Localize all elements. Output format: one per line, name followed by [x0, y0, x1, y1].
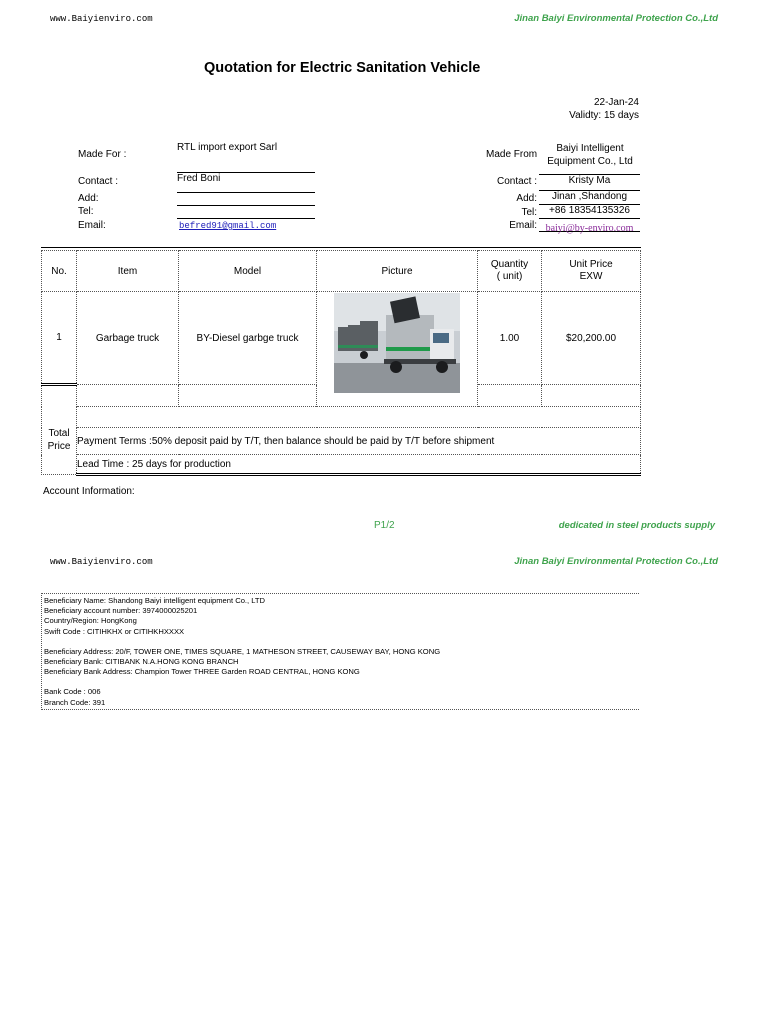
bank-line: Branch Code: 391	[44, 697, 106, 707]
blank-cell	[478, 385, 542, 407]
page-number: P1/2	[374, 520, 395, 531]
lead-time: Lead Time : 25 days for production	[77, 455, 641, 475]
header-price-line1: Unit Price	[569, 259, 613, 270]
bank-line: Beneficiary Name: Shandong Baiyi intelligent equipment Co., LTD	[44, 596, 266, 605]
blank-cell	[542, 385, 641, 407]
header-price	[542, 251, 641, 292]
seller-email-field[interactable]	[539, 218, 640, 232]
seller-add-label: Add:	[516, 193, 537, 204]
seller-email-value[interactable]: baiyi@by-enviro.com	[545, 223, 634, 234]
tel-label: Tel:	[78, 206, 94, 217]
bank-line	[44, 677, 639, 687]
bank-line: Beneficiary Bank: CITIBANK N.A.HONG KONG BRANCH	[44, 657, 239, 667]
company-header-p2: Jinan Baiyi Environmental Protection Co.,Ltd	[514, 556, 718, 567]
seller-tel-field	[539, 205, 640, 219]
header-picture: Picture	[317, 251, 478, 292]
seller-email-label: Email:	[509, 220, 537, 231]
seller-contact-field	[539, 174, 640, 191]
header-quantity	[478, 251, 542, 292]
seller-add-field	[539, 191, 640, 205]
row-quantity: 1.00	[478, 292, 542, 385]
header-model: Model	[179, 251, 317, 292]
row-no: 1	[42, 292, 77, 385]
total-price-label	[42, 407, 77, 475]
row-picture	[317, 292, 478, 407]
garbage-truck-photo	[334, 293, 460, 393]
blank-cell	[42, 385, 77, 407]
made-for-label: Made For :	[78, 149, 127, 160]
table-top-rule	[41, 247, 641, 248]
blank-cell	[77, 385, 179, 407]
made-from-line1: Baiyi Intelligent	[556, 143, 624, 154]
bank-line: Beneficiary Address: 20/F, TOWER ONE, TIMES SQUARE, 1 MATHESON STREET, CAUSEWAY BAY, HONG KONG	[44, 646, 441, 656]
header-no: No.	[42, 251, 77, 292]
client-email-link[interactable]: befred91@gmail.com	[179, 221, 277, 231]
total-value-cell	[77, 407, 641, 428]
bank-line: Swift Code : CITIHKHX or CITIHKHXXXX	[44, 626, 185, 636]
bank-line: Beneficiary Bank Address: Champion Tower THREE Garden ROAD CENTRAL, HONG KONG	[44, 667, 360, 677]
contact-field	[177, 173, 315, 193]
quote-date: 22-Jan-24	[593, 97, 639, 108]
table-row	[42, 292, 641, 385]
header-quantity-line1: Quantity	[490, 259, 529, 270]
row-item: Garbage truck	[77, 292, 179, 385]
table-header-row	[42, 251, 641, 292]
made-for-value: RTL import export Sarl	[177, 142, 278, 153]
total-line2: Price	[47, 441, 71, 453]
bank-line: Country/Region: HongKong	[44, 616, 137, 626]
payment-terms-row	[42, 428, 641, 455]
payment-terms: Payment Terms :50% deposit paid by T/T, then balance should be paid by T/T before shipment	[77, 428, 641, 455]
seller-contact-label: Contact :	[496, 176, 537, 187]
page-title: Quotation for Electric Sanitation Vehicle	[204, 60, 481, 76]
tagline: dedicated in steel products supply	[558, 520, 715, 531]
contact-label: Contact :	[78, 176, 119, 187]
header-quantity-line2: ( unit)	[496, 271, 523, 282]
seller-contact-value: Kristy Ma	[568, 175, 611, 186]
tel-field	[177, 206, 315, 219]
made-from-line2: Equipment Co., Ltd	[547, 156, 633, 167]
add-field	[177, 193, 315, 206]
website-header: www.Baiyienviro.com	[50, 14, 153, 24]
total-line1: Total	[48, 428, 70, 440]
made-from-value	[540, 142, 640, 168]
lead-time-row	[42, 455, 641, 475]
made-from-label: Made From	[486, 149, 538, 160]
row-model: BY-Diesel garbge truck	[179, 292, 317, 385]
bank-line: Bank Code : 006	[44, 687, 101, 697]
contact-value: Fred Boni	[177, 173, 221, 184]
account-info-label: Account Information:	[43, 486, 135, 497]
blank-cell	[179, 385, 317, 407]
bank-info-block	[41, 593, 639, 710]
email-label: Email:	[78, 220, 106, 231]
quote-validity: Validty: 15 days	[569, 110, 639, 121]
seller-tel-label: Tel:	[521, 207, 537, 218]
total-price-row	[42, 407, 641, 428]
bank-line	[44, 637, 639, 647]
add-label: Add:	[78, 193, 99, 204]
seller-add-value: Jinan ,Shandong	[551, 191, 628, 202]
company-header: Jinan Baiyi Environmental Protection Co.,Ltd	[514, 13, 718, 24]
header-item: Item	[77, 251, 179, 292]
website-header-p2: www.Baiyienviro.com	[50, 557, 153, 567]
quotation-table	[41, 250, 641, 476]
header-price-line2: EXW	[579, 271, 603, 282]
seller-tel-value: +86 18354135326	[549, 205, 630, 216]
row-price: $20,200.00	[542, 292, 641, 385]
bank-line: Beneficiary account number: 3974000025201	[44, 606, 198, 616]
made-for-field	[177, 142, 315, 173]
